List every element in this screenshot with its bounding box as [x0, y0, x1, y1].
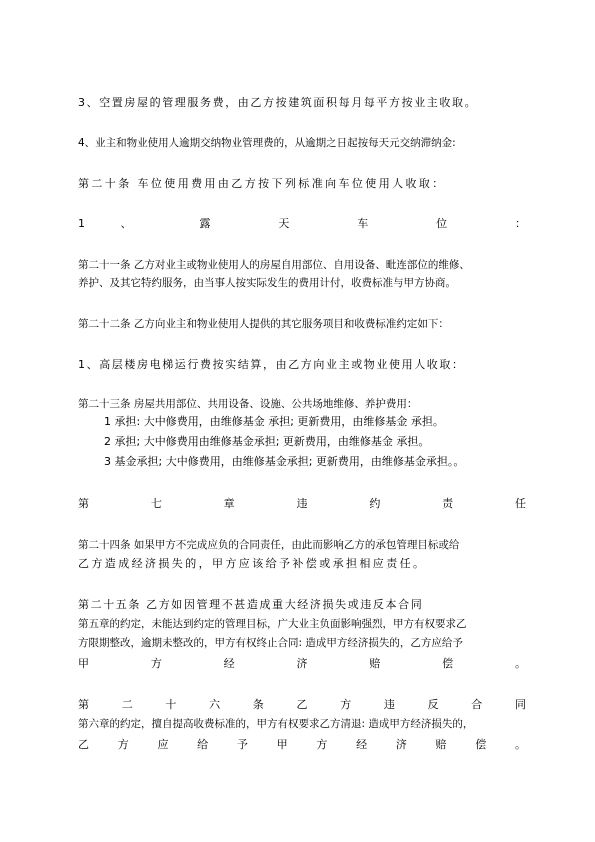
article-21-line-2: 养护、及其它特约服务，由当事人按实际发生的费用计付，收费标准与甲方协商。	[78, 277, 456, 289]
article-24-line-2: 乙方造成经济损失的，甲方应该给予补偿或承担相应责任。	[78, 557, 427, 570]
article-24-line-1: 第二十四条 如果甲方不完成应负的合同责任，由此而影响乙方的承包管理目标或给	[78, 539, 460, 551]
article-23-item-1: 1 承担: 大中修费用，由维修基金 承担; 更新费用，由维修基金 承担。	[104, 415, 444, 428]
article-25-line-2: 第五章的约定，未能达到约定的管理目标，广大业主负面影响强烈，甲方有权要求乙	[78, 618, 467, 630]
article-26-line-1: 第 二 十 六 条 乙 方 违 反 合 同	[78, 698, 526, 711]
article-20-item-1: 1 、 露 天 车 位 ：	[78, 217, 526, 230]
paragraph-late-fee: 4、业主和物业使用人逾期交纳物业管理费的，从逾期之日起按每天元交纳滞纳金:	[78, 137, 456, 149]
article-25-line-4: 甲 方 经 济 赔 偿 。	[78, 657, 526, 670]
article-23-item-2: 2 承担; 大中修费用由维修基金承担; 更新费用，由维修基金 承担。	[104, 435, 430, 448]
article-23-item-3: 3 基金承担; 大中修费用，由维修基金承担; 更新费用，由维修基金承担。。	[104, 455, 465, 468]
chapter-7-heading: 第 七 章 违 约 责 任	[78, 497, 526, 510]
article-20-heading: 第二十条 车位使用费用由乙方按下列标准向车位使用人收取：	[78, 177, 446, 190]
article-22-heading: 第二十二条 乙方向业主和物业使用人提供的其它服务项目和收费标准约定如下：	[78, 318, 449, 330]
article-21-line-1: 第二十一条 乙方对业主或物业使用人的房屋自用部位、自用设备、毗连部位的维修、	[78, 259, 470, 271]
article-23-heading: 第二十三条 房屋共用部位、共用设备、设施、公共场地维修、养护费用：	[78, 398, 418, 410]
paragraph-vacant-housing-fee: 3、空置房屋的管理服务费，由乙方按建筑面积每月每平方按业主收取。	[78, 96, 478, 109]
article-22-item-1: 1、高层楼房电梯运行费按实结算，由乙方向业主或物业使用人收取：	[78, 358, 465, 371]
article-25-line-3: 方限期整改，逾期未整改的，甲方有权终止合同: 造成甲方经济损失的，乙方应给予	[78, 637, 463, 649]
article-25-line-1: 第二十五条 乙方如因管理不甚造成重大经济损失或违反本合同	[78, 598, 424, 611]
article-26-line-3: 乙 方 应 给 予 甲 方 经 济 赔 偿 。	[78, 738, 526, 751]
article-26-line-2: 第六章的约定，擅自提高收费标准的，甲方有权要求乙方清退: 造成甲方经济损失的，	[78, 718, 474, 730]
